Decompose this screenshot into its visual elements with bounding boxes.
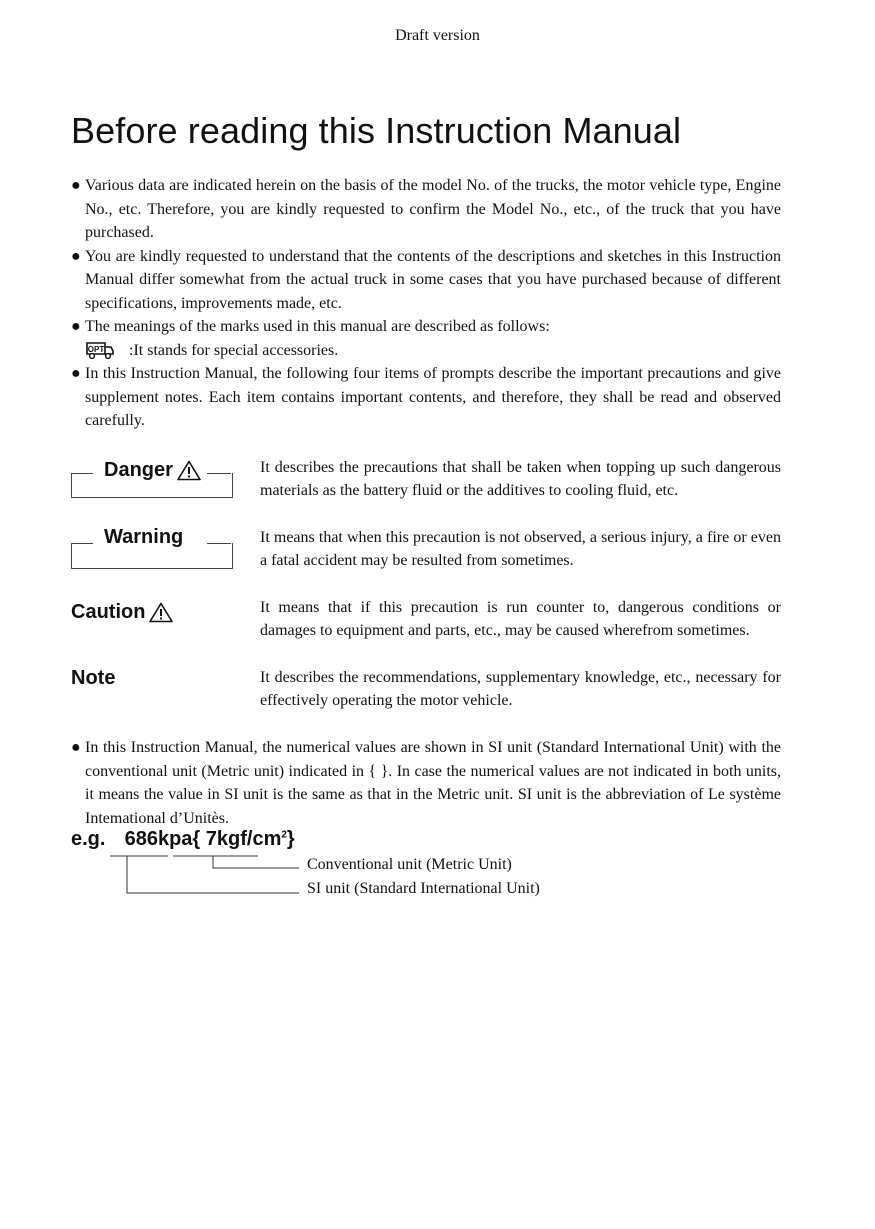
bullet-text: In this Instruction Manual, the following four items of prompts describe the important precautions and give supplement notes. Each item contains important contents, and therefore, they shall be read and observed carefully. (85, 365, 781, 429)
bullet-text: You are kindly requested to understand that the contents of the descriptions and sketches in this Instruction Manual differ somewhat from the actual truck in some cases that you have purchased because of different specifications, improvements made, etc. (85, 247, 781, 312)
page-title: Before reading this Instruction Manual (71, 110, 682, 151)
si-unit-caption: SI unit (Standard International Unit) (307, 880, 540, 897)
intro-bullet-2 (71, 245, 781, 316)
danger-label (104, 459, 201, 482)
prompt-note (71, 666, 781, 726)
danger-label-text: Danger (104, 459, 173, 481)
warning-triangle-icon (177, 460, 201, 481)
bullet-dot: ● (71, 365, 81, 382)
intro-bullet-4 (71, 362, 781, 433)
intro-bullet-3 (71, 315, 781, 339)
unit-example (71, 828, 295, 851)
warning-label: Warning (104, 526, 184, 548)
bullet-text: Various data are indicated herein on the basis of the model No. of the trucks, the motor vehicle type, Engine No., etc. Therefore, you are kindly requested to confirm the Model No., etc., of the truck that you have purchased. (85, 177, 781, 241)
warning-triangle-icon (149, 602, 173, 623)
prompt-warning (71, 526, 781, 586)
si-unit-section (71, 736, 781, 830)
note-label: Note (71, 667, 116, 689)
bullet-dot: ● (71, 177, 81, 194)
example-prefix: e.g. (71, 828, 106, 850)
warning-description: It means that when this precaution is not observed, a serious injury, a fire or even a fatal accident may be resulted from sometimes. (260, 529, 781, 569)
bullet-dot: ● (71, 739, 81, 756)
note-description: It describes the recommendations, supplementary knowledge, etc., necessary for effectively operating the motor vehicle. (260, 669, 781, 709)
prompt-caution (71, 596, 781, 656)
conventional-unit-caption: Conventional unit (Metric Unit) (307, 856, 512, 873)
bullet-dot: ● (71, 247, 81, 265)
opt-truck-icon (85, 340, 115, 360)
example-si-value: 686kpa (124, 828, 193, 850)
caution-description: It means that if this precaution is run counter to, dangerous conditions or damages to equipment and parts, etc., may be caused wherefrom sometimes. (260, 599, 781, 639)
opt-description: :It stands for special accessories. (129, 341, 339, 359)
intro-bullet-1 (71, 174, 781, 245)
bullet-text: The meanings of the marks used in this manual are described as follows: (85, 318, 550, 335)
opt-mark-row (71, 339, 781, 363)
bullet-dot: ● (71, 318, 81, 335)
caution-label-text: Caution (71, 601, 146, 623)
si-bullet (71, 736, 781, 830)
example-metric-value: { 7kgf/cm (192, 828, 282, 850)
danger-frame (71, 456, 231, 500)
page-header: Draft version (395, 27, 480, 44)
example-metric-close: } (286, 828, 295, 850)
intro-section (71, 174, 781, 433)
caution-label (71, 601, 173, 624)
example-metric-exponent: 2 (281, 829, 287, 841)
warning-frame (71, 526, 231, 572)
prompt-danger (71, 456, 781, 516)
opt-icon-text: OPT (87, 345, 105, 355)
bullet-text: In this Instruction Manual, the numerical values are shown in SI unit (Standard International Unit) with the conventional unit (Metric unit) indicated in { }. In case the numerical values are not indicated in both units, it means the value in SI unit is the same as that in the Metric unit. SI unit is the abbreviation of Le système Intemational d’Unitès. (85, 739, 781, 827)
danger-description: It describes the precautions that shall be taken when topping up such dangerous materials as the battery fluid or the additives to cooling fluid, etc. (260, 459, 781, 499)
